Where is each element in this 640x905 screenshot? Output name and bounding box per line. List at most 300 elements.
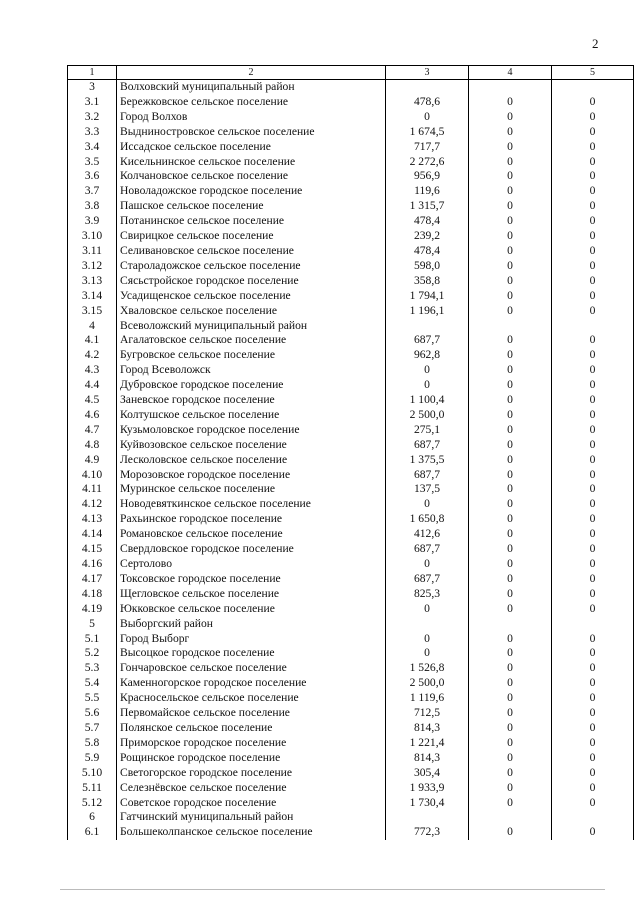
name-cell: Романовское сельское поселение bbox=[117, 527, 386, 542]
name-cell: Колчановское сельское поселение bbox=[117, 169, 386, 184]
column-header-4: 4 bbox=[469, 66, 552, 80]
value-5-cell: 0 bbox=[552, 721, 634, 736]
row-number-cell: 5.6 bbox=[68, 706, 117, 721]
row-number-cell: 4.18 bbox=[68, 587, 117, 602]
name-cell: Куйвозовское сельское поселение bbox=[117, 438, 386, 453]
amount-cell: 1 526,8 bbox=[386, 661, 469, 676]
name-cell: Город Выборг bbox=[117, 632, 386, 647]
row-number-cell: 3.11 bbox=[68, 244, 117, 259]
name-cell: Выборгский район bbox=[117, 617, 386, 632]
name-cell: Селивановское сельское поселение bbox=[117, 244, 386, 259]
page-bottom-rule bbox=[60, 889, 605, 890]
value-5-cell: 0 bbox=[552, 438, 634, 453]
amount-cell: 687,7 bbox=[386, 333, 469, 348]
amount-cell: 1 650,8 bbox=[386, 512, 469, 527]
amount-cell: 1 794,1 bbox=[386, 289, 469, 304]
amount-cell: 687,7 bbox=[386, 542, 469, 557]
value-4-cell: 0 bbox=[469, 214, 552, 229]
value-4-cell bbox=[469, 617, 552, 632]
name-cell: Заневское городское поселение bbox=[117, 393, 386, 408]
value-5-cell: 0 bbox=[552, 527, 634, 542]
value-5-cell: 0 bbox=[552, 796, 634, 811]
name-cell: Город Волхов bbox=[117, 110, 386, 125]
amount-cell bbox=[386, 810, 469, 825]
value-4-cell: 0 bbox=[469, 125, 552, 140]
value-4-cell: 0 bbox=[469, 453, 552, 468]
table-row bbox=[68, 587, 634, 602]
name-cell: Морозовское городское поселение bbox=[117, 468, 386, 483]
amount-cell: 2 272,6 bbox=[386, 155, 469, 170]
table-header bbox=[68, 66, 634, 80]
row-number-cell: 4.3 bbox=[68, 363, 117, 378]
value-4-cell: 0 bbox=[469, 110, 552, 125]
table-row bbox=[68, 512, 634, 527]
row-number-cell: 3.6 bbox=[68, 169, 117, 184]
name-cell: Светогорское городское поселение bbox=[117, 766, 386, 781]
value-5-cell: 0 bbox=[552, 646, 634, 661]
value-4-cell: 0 bbox=[469, 796, 552, 811]
row-number-cell: 4.10 bbox=[68, 468, 117, 483]
amount-cell: 137,5 bbox=[386, 482, 469, 497]
value-5-cell: 0 bbox=[552, 333, 634, 348]
table-row bbox=[68, 80, 634, 95]
value-5-cell: 0 bbox=[552, 587, 634, 602]
name-cell: Иссадское сельское поселение bbox=[117, 140, 386, 155]
row-number-cell: 4.4 bbox=[68, 378, 117, 393]
row-number-cell: 3.4 bbox=[68, 140, 117, 155]
value-4-cell: 0 bbox=[469, 363, 552, 378]
amount-cell: 772,3 bbox=[386, 825, 469, 840]
name-cell: Колтушское сельское поселение bbox=[117, 408, 386, 423]
row-number-cell: 4.16 bbox=[68, 557, 117, 572]
value-5-cell: 0 bbox=[552, 110, 634, 125]
row-number-cell: 5.5 bbox=[68, 691, 117, 706]
amount-cell: 412,6 bbox=[386, 527, 469, 542]
row-number-cell: 4.5 bbox=[68, 393, 117, 408]
table-row bbox=[68, 482, 634, 497]
amount-cell: 119,6 bbox=[386, 184, 469, 199]
row-number-cell: 4.8 bbox=[68, 438, 117, 453]
value-5-cell: 0 bbox=[552, 393, 634, 408]
value-4-cell bbox=[469, 319, 552, 334]
name-cell: Щегловское сельское поселение bbox=[117, 587, 386, 602]
table-row bbox=[68, 497, 634, 512]
value-4-cell: 0 bbox=[469, 542, 552, 557]
name-cell: Потанинское сельское поселение bbox=[117, 214, 386, 229]
value-5-cell: 0 bbox=[552, 453, 634, 468]
value-5-cell: 0 bbox=[552, 691, 634, 706]
row-number-cell: 4.13 bbox=[68, 512, 117, 527]
value-5-cell: 0 bbox=[552, 274, 634, 289]
value-5-cell: 0 bbox=[552, 706, 634, 721]
value-4-cell: 0 bbox=[469, 259, 552, 274]
table-row bbox=[68, 632, 634, 647]
amount-cell: 0 bbox=[386, 632, 469, 647]
table-row bbox=[68, 363, 634, 378]
amount-cell: 1 221,4 bbox=[386, 736, 469, 751]
amount-cell: 956,9 bbox=[386, 169, 469, 184]
value-5-cell: 0 bbox=[552, 244, 634, 259]
name-cell: Агалатовское сельское поселение bbox=[117, 333, 386, 348]
table-row bbox=[68, 274, 634, 289]
table-row bbox=[68, 140, 634, 155]
name-cell: Лесколовское сельское поселение bbox=[117, 453, 386, 468]
value-4-cell: 0 bbox=[469, 766, 552, 781]
value-5-cell: 0 bbox=[552, 751, 634, 766]
amount-cell: 687,7 bbox=[386, 468, 469, 483]
row-number-cell: 5.3 bbox=[68, 661, 117, 676]
value-4-cell: 0 bbox=[469, 676, 552, 691]
value-5-cell: 0 bbox=[552, 378, 634, 393]
amount-cell: 1 730,4 bbox=[386, 796, 469, 811]
name-cell: Выдниностровское сельское поселение bbox=[117, 125, 386, 140]
row-number-cell: 5.7 bbox=[68, 721, 117, 736]
name-cell: Новоладожское городское поселение bbox=[117, 184, 386, 199]
value-4-cell: 0 bbox=[469, 781, 552, 796]
value-4-cell: 0 bbox=[469, 140, 552, 155]
table-row bbox=[68, 169, 634, 184]
value-4-cell: 0 bbox=[469, 169, 552, 184]
value-5-cell: 0 bbox=[552, 423, 634, 438]
value-5-cell: 0 bbox=[552, 736, 634, 751]
table-row bbox=[68, 214, 634, 229]
table-row bbox=[68, 438, 634, 453]
table-row bbox=[68, 184, 634, 199]
value-5-cell: 0 bbox=[552, 169, 634, 184]
amount-cell: 358,8 bbox=[386, 274, 469, 289]
name-cell: Гончаровское сельское поселение bbox=[117, 661, 386, 676]
name-cell: Волховский муниципальный район bbox=[117, 80, 386, 95]
value-5-cell: 0 bbox=[552, 542, 634, 557]
value-5-cell: 0 bbox=[552, 825, 634, 840]
name-cell: Юкковское сельское поселение bbox=[117, 602, 386, 617]
amount-cell: 0 bbox=[386, 110, 469, 125]
table-row bbox=[68, 125, 634, 140]
table-row bbox=[68, 393, 634, 408]
name-cell: Рощинское городское поселение bbox=[117, 751, 386, 766]
value-4-cell: 0 bbox=[469, 199, 552, 214]
row-number-cell: 3 bbox=[68, 80, 117, 95]
table-row bbox=[68, 646, 634, 661]
value-4-cell: 0 bbox=[469, 408, 552, 423]
amount-cell: 0 bbox=[386, 497, 469, 512]
header-row bbox=[68, 66, 634, 80]
value-4-cell: 0 bbox=[469, 274, 552, 289]
column-header-3: 3 bbox=[386, 66, 469, 80]
amount-cell: 814,3 bbox=[386, 721, 469, 736]
value-5-cell: 0 bbox=[552, 125, 634, 140]
name-cell: Город Всеволожск bbox=[117, 363, 386, 378]
amount-cell: 825,3 bbox=[386, 587, 469, 602]
value-4-cell: 0 bbox=[469, 438, 552, 453]
value-5-cell: 0 bbox=[552, 482, 634, 497]
row-number-cell: 4.12 bbox=[68, 497, 117, 512]
row-number-cell: 6.1 bbox=[68, 825, 117, 840]
name-cell: Бугровское сельское поселение bbox=[117, 348, 386, 363]
amount-cell: 712,5 bbox=[386, 706, 469, 721]
value-5-cell: 0 bbox=[552, 155, 634, 170]
table-row bbox=[68, 408, 634, 423]
value-5-cell: 0 bbox=[552, 214, 634, 229]
value-5-cell bbox=[552, 319, 634, 334]
amount-cell: 1 119,6 bbox=[386, 691, 469, 706]
value-4-cell: 0 bbox=[469, 155, 552, 170]
name-cell: Гатчинский муниципальный район bbox=[117, 810, 386, 825]
value-4-cell: 0 bbox=[469, 751, 552, 766]
row-number-cell: 5.4 bbox=[68, 676, 117, 691]
row-number-cell: 4.6 bbox=[68, 408, 117, 423]
amount-cell bbox=[386, 617, 469, 632]
row-number-cell: 5.8 bbox=[68, 736, 117, 751]
name-cell: Красносельское сельское поселение bbox=[117, 691, 386, 706]
value-4-cell: 0 bbox=[469, 244, 552, 259]
row-number-cell: 3.15 bbox=[68, 304, 117, 319]
amount-cell: 275,1 bbox=[386, 423, 469, 438]
amount-cell: 2 500,0 bbox=[386, 408, 469, 423]
table-row bbox=[68, 155, 634, 170]
amount-cell: 0 bbox=[386, 602, 469, 617]
value-4-cell: 0 bbox=[469, 497, 552, 512]
value-5-cell: 0 bbox=[552, 572, 634, 587]
name-cell: Кисельнинское сельское поселение bbox=[117, 155, 386, 170]
table-row bbox=[68, 706, 634, 721]
name-cell: Полянское сельское поселение bbox=[117, 721, 386, 736]
amount-cell: 239,2 bbox=[386, 229, 469, 244]
value-5-cell bbox=[552, 617, 634, 632]
name-cell: Сертолово bbox=[117, 557, 386, 572]
value-4-cell bbox=[469, 80, 552, 95]
table-row bbox=[68, 602, 634, 617]
value-4-cell: 0 bbox=[469, 661, 552, 676]
table-row bbox=[68, 781, 634, 796]
name-cell: Приморское городское поселение bbox=[117, 736, 386, 751]
name-cell: Высоцкое городское поселение bbox=[117, 646, 386, 661]
value-4-cell: 0 bbox=[469, 229, 552, 244]
name-cell: Новодевяткинское сельское поселение bbox=[117, 497, 386, 512]
value-5-cell: 0 bbox=[552, 557, 634, 572]
name-cell: Каменногорское городское поселение bbox=[117, 676, 386, 691]
value-4-cell: 0 bbox=[469, 482, 552, 497]
table-body bbox=[68, 80, 634, 841]
table-row bbox=[68, 796, 634, 811]
row-number-cell: 3.3 bbox=[68, 125, 117, 140]
amount-cell bbox=[386, 80, 469, 95]
table-row bbox=[68, 229, 634, 244]
row-number-cell: 3.2 bbox=[68, 110, 117, 125]
value-4-cell: 0 bbox=[469, 557, 552, 572]
page-number: 2 bbox=[592, 36, 599, 51]
value-4-cell: 0 bbox=[469, 587, 552, 602]
row-number-cell: 3.10 bbox=[68, 229, 117, 244]
amount-cell: 687,7 bbox=[386, 438, 469, 453]
value-4-cell: 0 bbox=[469, 423, 552, 438]
name-cell: Токсовское городское поселение bbox=[117, 572, 386, 587]
amount-cell: 478,4 bbox=[386, 244, 469, 259]
table-row bbox=[68, 244, 634, 259]
value-4-cell: 0 bbox=[469, 289, 552, 304]
value-4-cell: 0 bbox=[469, 825, 552, 840]
row-number-cell: 4.1 bbox=[68, 333, 117, 348]
value-4-cell: 0 bbox=[469, 527, 552, 542]
value-5-cell: 0 bbox=[552, 602, 634, 617]
value-5-cell: 0 bbox=[552, 632, 634, 647]
table-row bbox=[68, 572, 634, 587]
row-number-cell: 4.9 bbox=[68, 453, 117, 468]
table-row bbox=[68, 110, 634, 125]
name-cell: Рахьинское городское поселение bbox=[117, 512, 386, 527]
amount-cell bbox=[386, 319, 469, 334]
amount-cell: 0 bbox=[386, 646, 469, 661]
value-4-cell: 0 bbox=[469, 721, 552, 736]
name-cell: Пашское сельское поселение bbox=[117, 199, 386, 214]
value-5-cell: 0 bbox=[552, 289, 634, 304]
value-5-cell: 0 bbox=[552, 348, 634, 363]
amount-cell: 1 674,5 bbox=[386, 125, 469, 140]
value-5-cell: 0 bbox=[552, 199, 634, 214]
table-row bbox=[68, 751, 634, 766]
name-cell: Дубровское городское поселение bbox=[117, 378, 386, 393]
amount-cell: 1 933,9 bbox=[386, 781, 469, 796]
row-number-cell: 3.1 bbox=[68, 95, 117, 110]
amount-cell: 0 bbox=[386, 378, 469, 393]
name-cell: Свердловское городское поселение bbox=[117, 542, 386, 557]
row-number-cell: 4.17 bbox=[68, 572, 117, 587]
table-row bbox=[68, 259, 634, 274]
row-number-cell: 4.7 bbox=[68, 423, 117, 438]
value-5-cell: 0 bbox=[552, 676, 634, 691]
value-4-cell: 0 bbox=[469, 393, 552, 408]
row-number-cell: 3.13 bbox=[68, 274, 117, 289]
value-5-cell: 0 bbox=[552, 304, 634, 319]
table-row bbox=[68, 691, 634, 706]
table-row bbox=[68, 468, 634, 483]
table-row bbox=[68, 721, 634, 736]
value-5-cell bbox=[552, 810, 634, 825]
row-number-cell: 4.15 bbox=[68, 542, 117, 557]
table-row bbox=[68, 453, 634, 468]
amount-cell: 2 500,0 bbox=[386, 676, 469, 691]
table-row bbox=[68, 617, 634, 632]
table-row bbox=[68, 676, 634, 691]
table-row bbox=[68, 319, 634, 334]
amount-cell: 1 375,5 bbox=[386, 453, 469, 468]
value-4-cell: 0 bbox=[469, 378, 552, 393]
table-row bbox=[68, 348, 634, 363]
amount-cell: 305,4 bbox=[386, 766, 469, 781]
value-4-cell: 0 bbox=[469, 632, 552, 647]
row-number-cell: 3.9 bbox=[68, 214, 117, 229]
value-5-cell: 0 bbox=[552, 95, 634, 110]
amount-cell: 1 196,1 bbox=[386, 304, 469, 319]
row-number-cell: 3.8 bbox=[68, 199, 117, 214]
name-cell: Кузьмоловское городское поселение bbox=[117, 423, 386, 438]
column-header-2: 2 bbox=[117, 66, 386, 80]
row-number-cell: 5.2 bbox=[68, 646, 117, 661]
value-4-cell: 0 bbox=[469, 468, 552, 483]
allocation-table bbox=[67, 65, 634, 840]
value-5-cell: 0 bbox=[552, 408, 634, 423]
row-number-cell: 3.5 bbox=[68, 155, 117, 170]
amount-cell: 962,8 bbox=[386, 348, 469, 363]
column-header-5: 5 bbox=[552, 66, 634, 80]
table-row bbox=[68, 289, 634, 304]
value-4-cell: 0 bbox=[469, 602, 552, 617]
name-cell: Староладожское сельское поселение bbox=[117, 259, 386, 274]
name-cell: Большеколпанское сельское поселение bbox=[117, 825, 386, 840]
row-number-cell: 5 bbox=[68, 617, 117, 632]
table-row bbox=[68, 736, 634, 751]
value-5-cell bbox=[552, 80, 634, 95]
value-4-cell: 0 bbox=[469, 572, 552, 587]
table-row bbox=[68, 378, 634, 393]
value-5-cell: 0 bbox=[552, 229, 634, 244]
table-row bbox=[68, 527, 634, 542]
value-5-cell: 0 bbox=[552, 781, 634, 796]
amount-cell: 0 bbox=[386, 363, 469, 378]
row-number-cell: 5.12 bbox=[68, 796, 117, 811]
value-4-cell: 0 bbox=[469, 95, 552, 110]
name-cell: Хваловское сельское поселение bbox=[117, 304, 386, 319]
column-header-1: 1 bbox=[68, 66, 117, 80]
value-4-cell: 0 bbox=[469, 706, 552, 721]
table-row bbox=[68, 95, 634, 110]
amount-cell: 0 bbox=[386, 557, 469, 572]
value-4-cell: 0 bbox=[469, 512, 552, 527]
value-5-cell: 0 bbox=[552, 363, 634, 378]
table-row bbox=[68, 557, 634, 572]
table-row bbox=[68, 825, 634, 840]
value-4-cell: 0 bbox=[469, 691, 552, 706]
amount-cell: 687,7 bbox=[386, 572, 469, 587]
amount-cell: 478,4 bbox=[386, 214, 469, 229]
row-number-cell: 3.14 bbox=[68, 289, 117, 304]
row-number-cell: 4 bbox=[68, 319, 117, 334]
row-number-cell: 5.11 bbox=[68, 781, 117, 796]
value-5-cell: 0 bbox=[552, 184, 634, 199]
amount-cell: 717,7 bbox=[386, 140, 469, 155]
table-row bbox=[68, 766, 634, 781]
value-4-cell: 0 bbox=[469, 184, 552, 199]
amount-cell: 814,3 bbox=[386, 751, 469, 766]
table-row bbox=[68, 810, 634, 825]
value-4-cell: 0 bbox=[469, 333, 552, 348]
row-number-cell: 4.19 bbox=[68, 602, 117, 617]
table-row bbox=[68, 199, 634, 214]
value-4-cell: 0 bbox=[469, 348, 552, 363]
row-number-cell: 5.1 bbox=[68, 632, 117, 647]
row-number-cell: 5.10 bbox=[68, 766, 117, 781]
name-cell: Всеволожский муниципальный район bbox=[117, 319, 386, 334]
amount-cell: 478,6 bbox=[386, 95, 469, 110]
value-5-cell: 0 bbox=[552, 497, 634, 512]
amount-cell: 1 100,4 bbox=[386, 393, 469, 408]
table-row bbox=[68, 661, 634, 676]
value-4-cell: 0 bbox=[469, 646, 552, 661]
value-5-cell: 0 bbox=[552, 259, 634, 274]
name-cell: Сясьстройское городское поселение bbox=[117, 274, 386, 289]
value-4-cell bbox=[469, 810, 552, 825]
row-number-cell: 3.7 bbox=[68, 184, 117, 199]
value-4-cell: 0 bbox=[469, 736, 552, 751]
value-4-cell: 0 bbox=[469, 304, 552, 319]
row-number-cell: 5.9 bbox=[68, 751, 117, 766]
amount-cell: 598,0 bbox=[386, 259, 469, 274]
value-5-cell: 0 bbox=[552, 468, 634, 483]
name-cell: Свирицкое сельское поселение bbox=[117, 229, 386, 244]
value-5-cell: 0 bbox=[552, 140, 634, 155]
table-row bbox=[68, 542, 634, 557]
value-5-cell: 0 bbox=[552, 661, 634, 676]
